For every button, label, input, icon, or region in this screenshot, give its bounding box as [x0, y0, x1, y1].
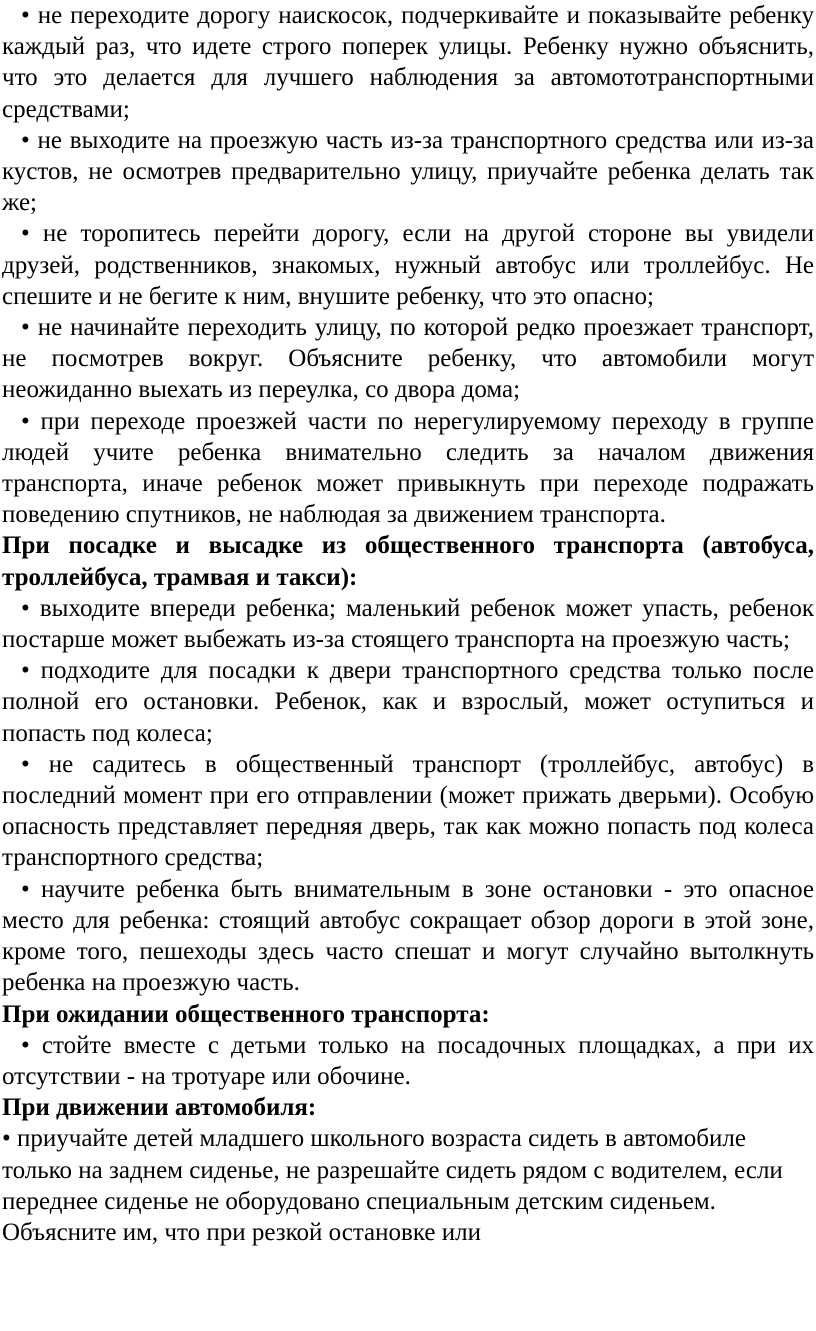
- paragraph-dont-hurry: • не торопитесь перейти дорогу, если на другой стороне вы увидели друзей, родственников, знакомых, нужный автобус или троллейбус. Не спешите и не бегите к ним, внушите ребенку, что это опасно;: [2, 220, 814, 310]
- paragraph-look-around: • не начинайте переходить улицу, по которой редко проезжает транспорт, не посмотрев вокруг. Объясните ребенку, что автомобили могут неожиданно выехать из переулка, со двора дома;: [2, 314, 814, 404]
- waiting-item-platform: • стойте вместе с детьми только на посадочных площадках, а при их отсутствии - на тротуаре или обочине.: [2, 1031, 814, 1090]
- boarding-item-full-stop: • подходите для посадки к двери транспортного средства только после полной его остановки. Ребенок, как и взрослый, может оступиться и попасть под колеса;: [2, 657, 814, 747]
- paragraph-group-crossing: • при переходе проезжей части по нерегулируемому переходу в группе людей учите ребенка внимательно следить за началом движения транспорта, иначе ребенок может привыкнуть при переходе подражать поведению спутников, не наблюдая за движением транспорта.: [2, 407, 814, 529]
- boarding-item-stop-zone: • научите ребенка быть внимательным в зоне остановки - это опасное место для ребенка: стоящий автобус сокращает обзор дороги в этой зоне, кроме того, пешеходы здесь часто спешат и могут случайно вытолкнуть ребенка на проезжую часть.: [2, 875, 814, 997]
- heading-boarding: При посадке и высадке из общественного транспорта (автобуса, троллейбуса, трамвая и такси):: [2, 532, 814, 591]
- paragraph-diagonal-crossing: • не переходите дорогу наискосок, подчеркивайте и показывайте ребенку каждый раз, что идете строго поперек улицы. Ребенку нужно объяснить, что это делается для лучшего наблюдения за автомототранспортными средствами;: [2, 2, 814, 123]
- boarding-item-last-moment: • не садитесь в общественный транспорт (троллейбус, автобус) в последний момент при его отправлении (может прижать дверьми). Особую опасность представляет передняя дверь, так как можно попасть под колеса транспортного средства;: [2, 750, 814, 872]
- boarding-item-exit-first: • выходите впереди ребенка; маленький ребенок может упасть, ребенок постарше может выбежать из-за стоящего транспорта на проезжую часть;: [2, 594, 814, 654]
- heading-waiting: При ожидании общественного транспорта:: [2, 1000, 490, 1028]
- driving-item-back-seat: • приучайте детей младшего школьного возраста сидеть в автомобиле только на заднем сиденье, не разрешайте сидеть рядом с водителем, если переднее сиденье не оборудовано специальным детским сиденьем. Объясните им, что при резкой остановке или: [2, 1125, 783, 1246]
- heading-driving: При движении автомобиля:: [2, 1094, 317, 1122]
- paragraph-behind-vehicle: • не выходите на проезжую часть из-за транспортного средства или из-за кустов, не осмотрев предварительно улицу, приучайте ребенка делать так же;: [2, 126, 814, 217]
